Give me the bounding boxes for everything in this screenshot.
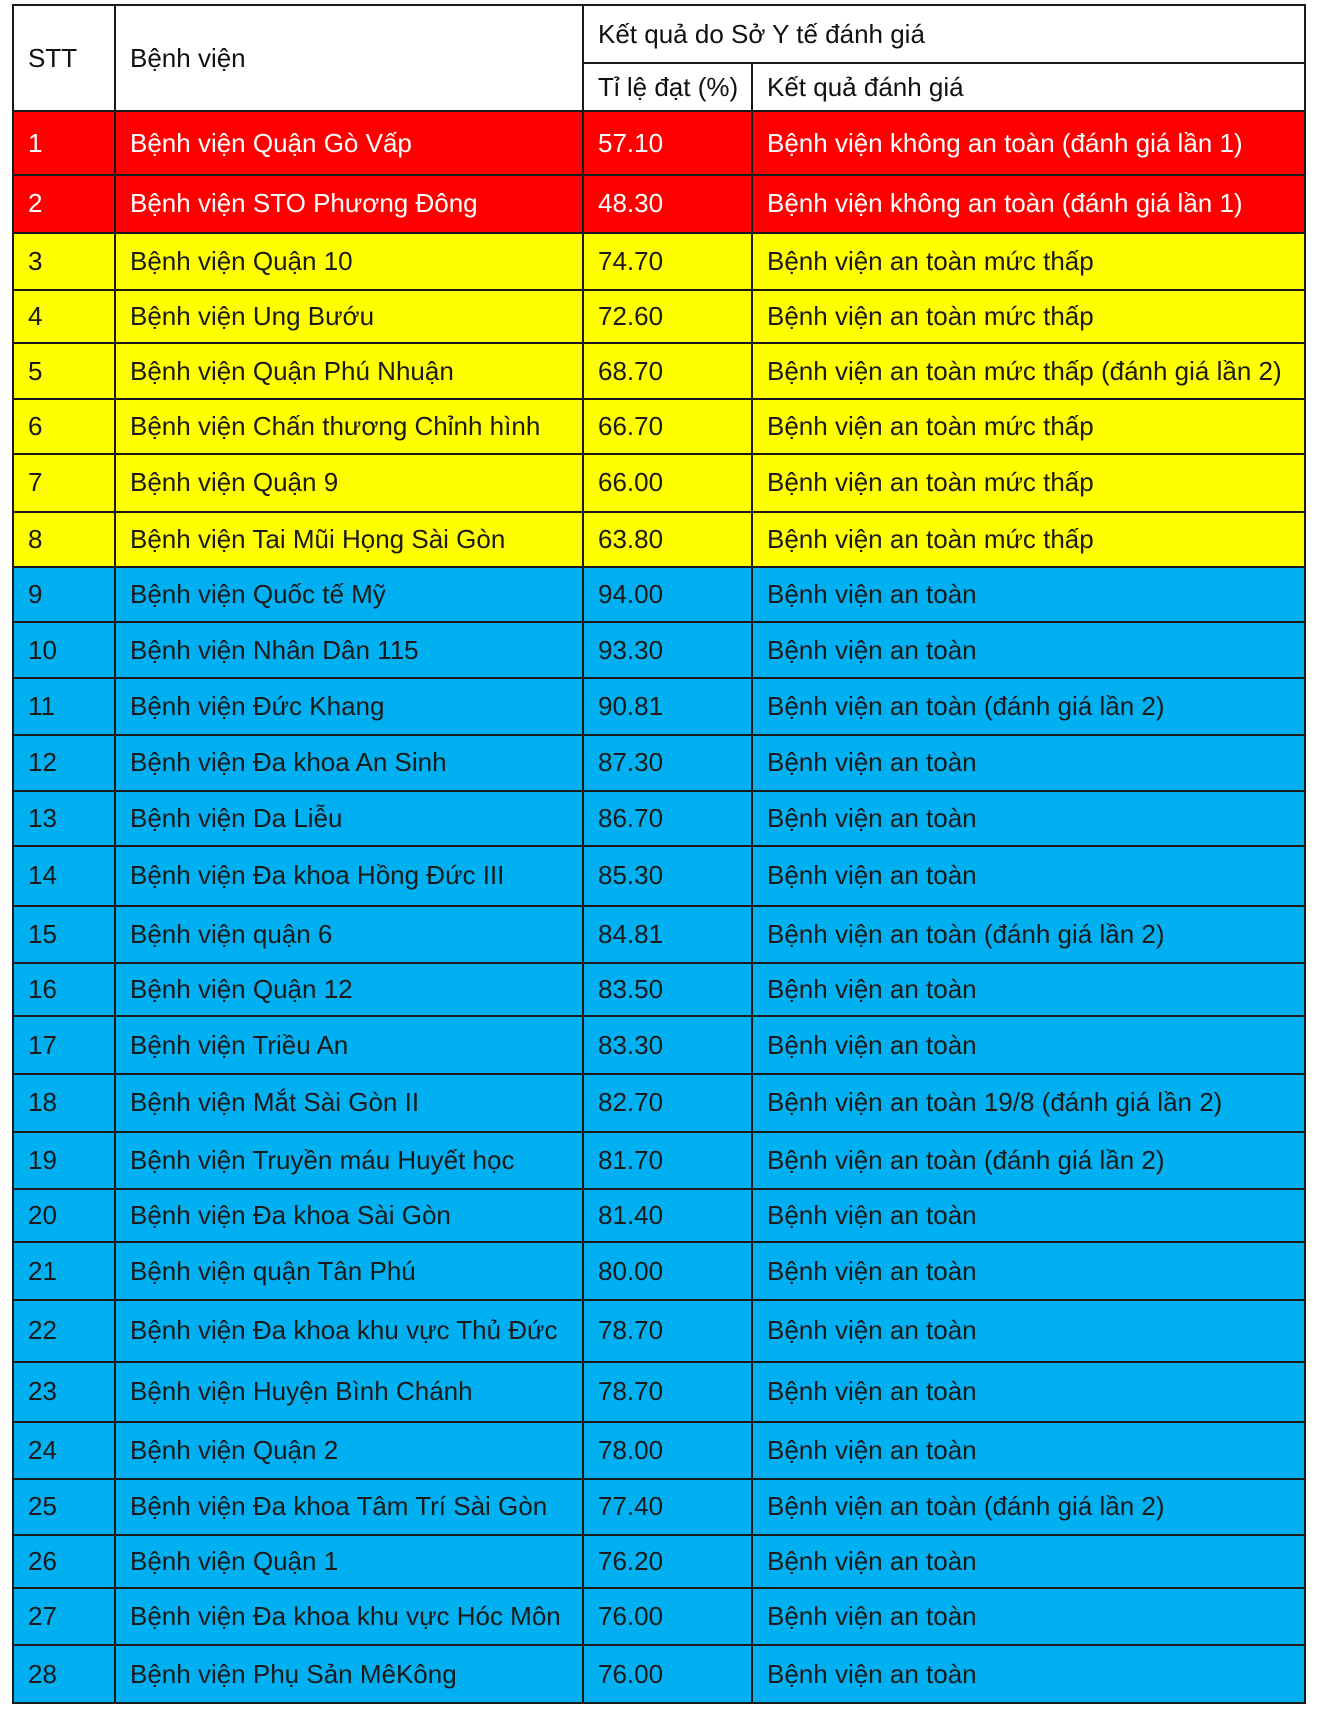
cell-hospital-name: Bệnh viện Quận 12 [115,963,583,1016]
cell-rate: 66.00 [583,454,752,512]
cell-result: Bệnh viện an toàn (đánh giá lần 2) [752,678,1305,736]
header-group: Kết quả do Sở Y tế đánh giá [583,5,1305,63]
table-row [13,791,1305,846]
cell-stt: 16 [13,963,115,1016]
cell-rate: 76.00 [583,1645,752,1703]
table-row [13,1588,1305,1646]
cell-hospital-name: Bệnh viện Đa khoa khu vực Thủ Đức [115,1300,583,1362]
cell-hospital-name: Bệnh viện quận 6 [115,906,583,964]
cell-hospital-name: Bệnh viện Đa khoa Sài Gòn [115,1189,583,1242]
cell-rate: 66.70 [583,399,752,454]
cell-stt: 25 [13,1479,115,1534]
cell-rate: 48.30 [583,175,752,233]
cell-hospital-name: Bệnh viện Da Liễu [115,791,583,846]
cell-result: Bệnh viện không an toàn (đánh giá lần 1) [752,111,1305,175]
cell-hospital-name: Bệnh viện Quận Phú Nhuận [115,343,583,398]
cell-stt: 27 [13,1588,115,1646]
cell-hospital-name: Bệnh viện quận Tân Phú [115,1242,583,1300]
cell-stt: 21 [13,1242,115,1300]
cell-hospital-name: Bệnh viện Quận Gò Vấp [115,111,583,175]
cell-rate: 81.70 [583,1132,752,1190]
table-row [13,290,1305,343]
cell-stt: 12 [13,735,115,790]
cell-rate: 72.60 [583,290,752,343]
cell-result: Bệnh viện an toàn mức thấp [752,290,1305,343]
cell-rate: 78.70 [583,1362,752,1422]
cell-hospital-name: Bệnh viện Triều An [115,1016,583,1074]
cell-rate: 87.30 [583,735,752,790]
cell-result: Bệnh viện an toàn mức thấp (đánh giá lần 2) [752,343,1305,398]
cell-result: Bệnh viện an toàn (đánh giá lần 2) [752,906,1305,964]
cell-result: Bệnh viện an toàn [752,1422,1305,1480]
cell-result: Bệnh viện an toàn 19/8 (đánh giá lần 2) [752,1074,1305,1132]
cell-rate: 85.30 [583,846,752,906]
cell-result: Bệnh viện an toàn [752,1645,1305,1703]
cell-result: Bệnh viện an toàn mức thấp [752,399,1305,454]
cell-hospital-name: Bệnh viện Đức Khang [115,678,583,736]
cell-hospital-name: Bệnh viện Đa khoa An Sinh [115,735,583,790]
cell-stt: 7 [13,454,115,512]
table-row [13,233,1305,291]
table-row [13,1422,1305,1480]
cell-stt: 4 [13,290,115,343]
cell-result: Bệnh viện an toàn [752,963,1305,1016]
cell-stt: 10 [13,622,115,677]
cell-stt: 17 [13,1016,115,1074]
cell-stt: 22 [13,1300,115,1362]
cell-hospital-name: Bệnh viện Chấn thương Chỉnh hình [115,399,583,454]
cell-result: Bệnh viện an toàn mức thấp [752,454,1305,512]
cell-result: Bệnh viện an toàn [752,1300,1305,1362]
cell-rate: 76.00 [583,1588,752,1646]
cell-result: Bệnh viện an toàn [752,1189,1305,1242]
cell-rate: 80.00 [583,1242,752,1300]
table-row [13,399,1305,454]
header-rate: Tỉ lệ đạt (%) [583,63,752,111]
cell-hospital-name: Bệnh viện Quốc tế Mỹ [115,567,583,622]
cell-rate: 83.30 [583,1016,752,1074]
cell-rate: 81.40 [583,1189,752,1242]
table-row [13,678,1305,736]
cell-stt: 5 [13,343,115,398]
cell-rate: 57.10 [583,111,752,175]
cell-rate: 84.81 [583,906,752,964]
cell-result: Bệnh viện an toàn mức thấp [752,512,1305,567]
cell-result: Bệnh viện an toàn [752,1242,1305,1300]
cell-hospital-name: Bệnh viện Quận 1 [115,1535,583,1588]
cell-result: Bệnh viện an toàn [752,791,1305,846]
cell-hospital-name: Bệnh viện Huyện Bình Chánh [115,1362,583,1422]
cell-rate: 93.30 [583,622,752,677]
table-row [13,1362,1305,1422]
table-row [13,1535,1305,1588]
cell-hospital-name: Bệnh viện Quận 9 [115,454,583,512]
cell-result: Bệnh viện an toàn mức thấp [752,233,1305,291]
table-row [13,735,1305,790]
table-row [13,1242,1305,1300]
table-row [13,343,1305,398]
table-row [13,622,1305,677]
cell-result: Bệnh viện an toàn [752,1535,1305,1588]
cell-stt: 26 [13,1535,115,1588]
header-row-top [13,5,1305,63]
cell-hospital-name: Bệnh viện Quận 2 [115,1422,583,1480]
cell-hospital-name: Bệnh viện Đa khoa khu vực Hóc Môn [115,1588,583,1646]
cell-stt: 1 [13,111,115,175]
table-row [13,1300,1305,1362]
cell-rate: 76.20 [583,1535,752,1588]
cell-hospital-name: Bệnh viện Quận 10 [115,233,583,291]
cell-result: Bệnh viện không an toàn (đánh giá lần 1) [752,175,1305,233]
table-row [13,111,1305,175]
cell-hospital-name: Bệnh viện Đa khoa Tâm Trí Sài Gòn [115,1479,583,1534]
cell-stt: 9 [13,567,115,622]
table-row [13,1016,1305,1074]
table-row [13,512,1305,567]
cell-result: Bệnh viện an toàn [752,567,1305,622]
cell-rate: 86.70 [583,791,752,846]
cell-stt: 19 [13,1132,115,1190]
header-stt: STT [13,5,115,111]
cell-stt: 6 [13,399,115,454]
cell-stt: 20 [13,1189,115,1242]
table-row [13,906,1305,964]
table-row [13,1645,1305,1703]
hospital-ranking-table [12,4,1306,1704]
header-hospital: Bệnh viện [115,5,583,111]
cell-result: Bệnh viện an toàn [752,1588,1305,1646]
cell-result: Bệnh viện an toàn [752,1362,1305,1422]
cell-hospital-name: Bệnh viện Ung Bướu [115,290,583,343]
cell-hospital-name: Bệnh viện Tai Mũi Họng Sài Gòn [115,512,583,567]
cell-rate: 78.70 [583,1300,752,1362]
cell-stt: 15 [13,906,115,964]
cell-hospital-name: Bệnh viện Truyền máu Huyết học [115,1132,583,1190]
header-result: Kết quả đánh giá [752,63,1305,111]
cell-rate: 68.70 [583,343,752,398]
cell-rate: 82.70 [583,1074,752,1132]
cell-result: Bệnh viện an toàn [752,1016,1305,1074]
cell-stt: 24 [13,1422,115,1480]
cell-stt: 8 [13,512,115,567]
cell-result: Bệnh viện an toàn (đánh giá lần 2) [752,1132,1305,1190]
cell-rate: 77.40 [583,1479,752,1534]
table-row [13,963,1305,1016]
cell-hospital-name: Bệnh viện Nhân Dân 115 [115,622,583,677]
table-row [13,175,1305,233]
cell-rate: 63.80 [583,512,752,567]
cell-hospital-name: Bệnh viện STO Phương Đông [115,175,583,233]
cell-hospital-name: Bệnh viện Mắt Sài Gòn II [115,1074,583,1132]
cell-result: Bệnh viện an toàn [752,735,1305,790]
cell-result: Bệnh viện an toàn [752,622,1305,677]
table-row [13,567,1305,622]
cell-result: Bệnh viện an toàn (đánh giá lần 2) [752,1479,1305,1534]
cell-stt: 28 [13,1645,115,1703]
table-row [13,454,1305,512]
cell-stt: 11 [13,678,115,736]
cell-stt: 18 [13,1074,115,1132]
cell-hospital-name: Bệnh viện Đa khoa Hồng Đức III [115,846,583,906]
table-body [13,111,1305,1703]
cell-rate: 74.70 [583,233,752,291]
table-row [13,1189,1305,1242]
table-row [13,1132,1305,1190]
cell-result: Bệnh viện an toàn [752,846,1305,906]
cell-rate: 94.00 [583,567,752,622]
cell-rate: 78.00 [583,1422,752,1480]
cell-hospital-name: Bệnh viện Phụ Sản MêKông [115,1645,583,1703]
table-row [13,846,1305,906]
cell-stt: 23 [13,1362,115,1422]
cell-stt: 14 [13,846,115,906]
cell-stt: 2 [13,175,115,233]
cell-stt: 3 [13,233,115,291]
cell-rate: 83.50 [583,963,752,1016]
cell-stt: 13 [13,791,115,846]
table-row [13,1479,1305,1534]
table-row [13,1074,1305,1132]
cell-rate: 90.81 [583,678,752,736]
